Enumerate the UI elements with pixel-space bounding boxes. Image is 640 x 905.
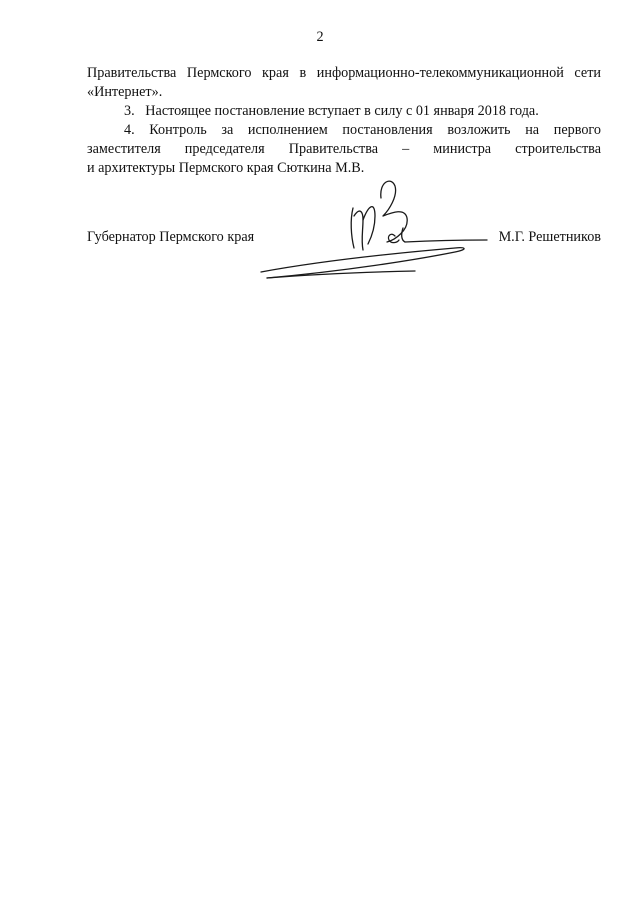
paragraph-line: «Интернет». (87, 84, 163, 100)
signer-title: Губернатор Пермского края (87, 229, 255, 245)
signature-row (87, 228, 601, 247)
clause-4-line: 4. Контроль за исполнением постановления возложить на первого (124, 122, 601, 138)
clause-3: 3. Настоящее постановление вступает в силу с 01 января 2018 года. (124, 103, 539, 119)
clause-4-line: заместителя председателя Правительства – министра строительства (87, 141, 601, 157)
clause-4-line: и архитектуры Пермского края Сюткина М.В. (87, 160, 365, 176)
document-body (87, 64, 601, 178)
page-number: 2 (316, 29, 324, 45)
paragraph-line: Правительства Пермского края в информационно-телекоммуникационной сети (87, 65, 601, 81)
signer-name: М.Г. Решетников (498, 229, 601, 245)
